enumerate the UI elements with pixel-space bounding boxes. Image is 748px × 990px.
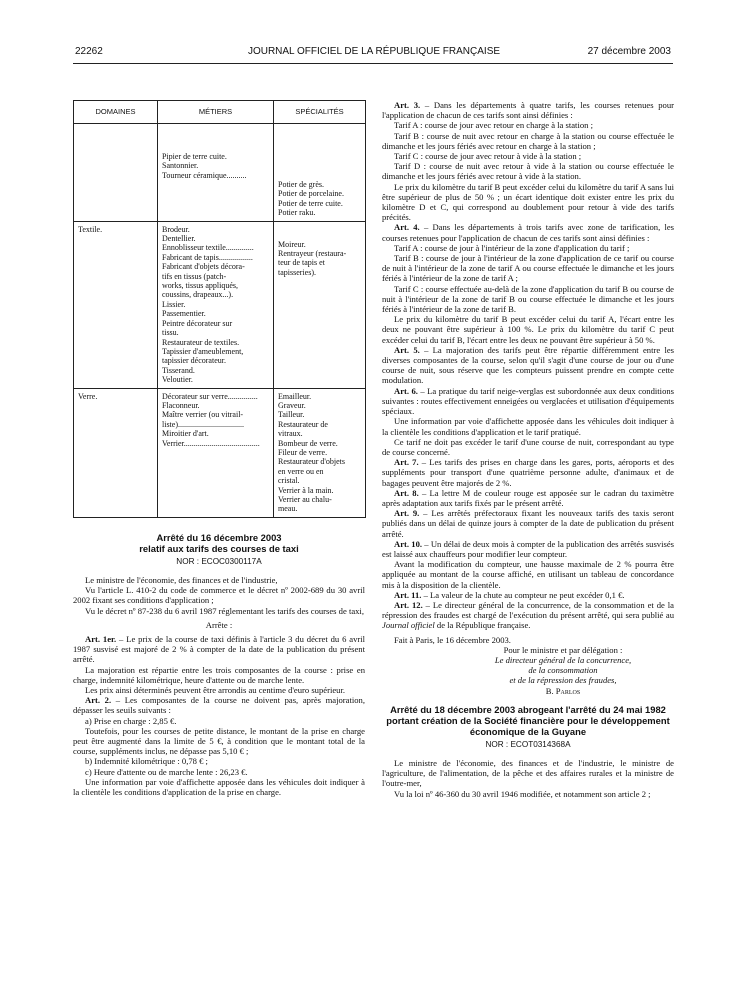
article-text: – La lettre M de couleur rouge est apposée sur le cadran du taximètre après adaptation aux tarifs fixés par le présent arrêté. xyxy=(382,487,674,508)
article-label: Art. 1er. xyxy=(85,634,117,645)
specialite-line: tapisseries). xyxy=(278,267,316,277)
metier-line: Fabricant de tapis................. xyxy=(162,252,253,262)
arrete2-title: Arrêté du 18 décembre 2003 abrogeant l'arrêté du 24 mai 1982 portant création de la Société financière pour le développement économique de la Guyane xyxy=(386,703,670,737)
metier-line: Restaurateur de textiles. xyxy=(162,337,240,347)
signature-line: Pour le ministre et par délégation : xyxy=(503,644,623,655)
specialite-line: Graveur. xyxy=(278,400,306,410)
paragraph: Les prix ainsi déterminés peuvent être arrondis au centime d'euro supérieur. xyxy=(85,685,345,696)
specialite-line: Potier de terre cuite. xyxy=(278,198,343,208)
article-text: – Un délai de deux mois à compter de la publication des arrêtés susvisés est laissé aux chauffeurs pour modifier leur compteur. xyxy=(382,538,674,559)
metier-line: Miroitier d'art. xyxy=(162,429,209,439)
tarif-item: Tarif D : course de nuit avec retour à vide à la station ou course effectuée le dimanche et les jours fériés avec retour à vide à la station. xyxy=(382,161,674,182)
signature-block xyxy=(452,645,674,696)
article-label: Art. 6. xyxy=(394,385,418,396)
metier-line: Lissier. xyxy=(162,299,186,309)
metier-line: Brodeur. xyxy=(162,224,190,234)
article-9 xyxy=(382,508,674,539)
article-label: Art. 2. xyxy=(85,695,112,706)
column-header-specialites: SPÉCIALITÉS xyxy=(274,101,366,124)
page-header xyxy=(0,46,748,62)
metier-line: Dentellier. xyxy=(162,234,196,244)
specialite-line: Verrier au chalu- xyxy=(278,495,332,504)
arrete1-title xyxy=(73,532,365,554)
article-label: Art. 11. xyxy=(394,589,422,600)
metier-line: Tourneur céramique.......... xyxy=(162,170,247,180)
domain-cell: Textile. xyxy=(74,221,158,388)
specialite-line: Verrier à la main. xyxy=(278,485,334,495)
journal-title: JOURNAL OFFICIEL DE LA RÉPUBLIQUE FRANÇAISE xyxy=(247,46,501,57)
specialite-line: Potier de porcelaine. xyxy=(278,189,344,199)
paragraph: La majoration est répartie entre les trois composantes de la course : prise en charge, indemnité kilométrique, heure d'attente ou de marche lente. xyxy=(73,664,365,685)
specialite-line: Fileur de verre. xyxy=(278,447,328,457)
paragraph: c) Heure d'attente ou de marche lente : 26,23 €. xyxy=(85,766,248,777)
article-label: Art. 3. xyxy=(394,100,421,110)
specialites-cell xyxy=(274,388,366,517)
table-row xyxy=(74,124,366,222)
paragraph: Toutefois, pour les courses de petite distance, le montant de la prise en charge peut être augmenté dans la limite de 5 €, à condition que le montant total de la course, suppléments inclus, ne dépasse pas 5,10 € ; xyxy=(73,725,365,757)
article-label: Art. 4. xyxy=(394,222,420,233)
article-10 xyxy=(382,539,674,559)
article-12 xyxy=(382,600,674,631)
metier-line: Veloutier. xyxy=(162,375,193,385)
article-label: Art. 9. xyxy=(394,508,420,519)
specialite-line: Emailleur. xyxy=(278,391,312,401)
metiers-cell xyxy=(158,124,274,222)
metier-line: Pipier de terre cuite. xyxy=(162,152,227,161)
article-text: – Dans les départements à quatre tarifs, les courses retenues pour l'application de chacun de ces tarifs sont ainsi définies : xyxy=(382,100,675,121)
metier-line: Tapissier d'ameublement, xyxy=(162,346,244,356)
article-text: – Les composantes de la course ne doivent pas, après majoration, dépasser les seuils suivants : xyxy=(73,695,365,716)
article-text: – La valeur de la chute au compteur ne peut excéder 0,1 €. xyxy=(421,589,625,600)
specialite-line: cristal. xyxy=(278,476,300,486)
metier-line: liste)................................. xyxy=(162,419,244,429)
metiers-cell xyxy=(158,221,274,388)
article-label: Art. 8. xyxy=(394,487,419,498)
article-2 xyxy=(73,695,365,715)
article-text: – Le prix de la course de taxi définis à l'article 3 du décret du 6 avril 1987 susvisé est majoré de 2 % à compter de la date de la publication du présent arrêté. xyxy=(73,634,365,665)
specialite-line: Potier raku. xyxy=(278,208,316,218)
specialite-line: Potier de grès. xyxy=(278,180,324,189)
article-text: – Dans les départements à trois tarifs avec zone de tarification, les courses retenues pour l'application de chacun de ces tarifs sont ainsi définies : xyxy=(382,222,675,243)
column-header-domaines: DOMAINES xyxy=(74,101,158,124)
article-label: Art. 7. xyxy=(394,457,419,468)
tarif-item: Tarif C : course effectuée au-delà de la zone d'application du tarif B ou course de nuit à l'intérieur de la zone de tarif B ou course effectuée le dimanche et les jours fériés à l'intérieur de la zone de tarif B. xyxy=(382,283,674,315)
metier-line: Décorateur sur verre............... xyxy=(162,391,258,401)
article-7 xyxy=(382,457,674,488)
domain-cell xyxy=(74,124,158,222)
issue-date: 27 décembre 2003 xyxy=(587,46,671,57)
metier-line: Tisserand. xyxy=(162,365,195,375)
paragraph: Une information par voie d'affichette apposée dans les véhicules doit indiquer à la clientèle les conditions d'application de la prise en charge. xyxy=(73,776,365,798)
article-label: Art. 10. xyxy=(394,538,423,549)
article-11 xyxy=(382,590,674,600)
metier-line: Verrier...................................... xyxy=(162,438,260,448)
paragraph: Une information par voie d'affichette apposée dans les véhicules doit indiquer à la clientèle les conditions d'application et le tarif pratiqué. xyxy=(382,416,674,437)
metier-line: Ennoblisseur textile.............. xyxy=(162,243,254,253)
specialite-line: meau. xyxy=(278,504,298,514)
arrete1-title-line2: relatif aux tarifs des courses de taxi xyxy=(139,542,299,554)
metier-line: Flaconneur. xyxy=(162,400,200,410)
article-text: – Les arrêtés préfectoraux fixant les nouveaux tarifs des taxis seront publiés dans un délai de quinze jours à compter de la date de publication du présent arrêté. xyxy=(382,508,674,539)
article-label: Art. 5. xyxy=(394,344,420,355)
specialite-line: Moireur. xyxy=(278,239,306,249)
article-text: – Les tarifs des prises en charge dans les gares, ports, aéroports et des suppléments pour transport d'une quatrième personne adulte, d'animaux et de bagages peuvent être majorés de 2 %. xyxy=(382,457,675,488)
tarif-item: Tarif A : course de jour avec retour en charge à la station ; xyxy=(394,120,593,131)
tarif-item: Tarif A : course de jour à l'intérieur de la zone d'application du tarif ; xyxy=(394,242,630,253)
fait-line: Fait à Paris, le 16 décembre 2003. xyxy=(394,634,511,645)
signature-line: et de la répression des fraudes, xyxy=(509,675,617,686)
article-6 xyxy=(382,386,674,417)
metiers-cell xyxy=(158,388,274,517)
paragraph: Avant la modification du compteur, une hausse maximale de 2 % pourra être appliquée au montant de la course affiché, en utilisant un tableau de concordance mis à la disposition de la clientèle. xyxy=(382,559,674,590)
arrete-word: Arrête : xyxy=(205,619,233,630)
metier-line: Passementier. xyxy=(162,309,206,319)
specialite-line: vitraux. xyxy=(278,429,303,439)
metier-line: tifs en tissus (patch- xyxy=(162,271,227,281)
article-4 xyxy=(382,222,674,242)
column-header-metiers: MÉTIERS xyxy=(158,101,274,124)
specialite-line: Restaurateur de xyxy=(278,419,328,429)
paragraph: Vu la loi nº 46-360 du 30 avril 1946 modifiée, et notamment son article 2 ; xyxy=(394,788,651,799)
specialite-line: Bombeur de verre. xyxy=(278,438,338,448)
specialites-cell xyxy=(274,124,366,222)
metier-line: tapissier décorateur. xyxy=(162,356,226,366)
paragraph: Le ministre de l'économie, des finances et de l'industrie, le ministre de l'agriculture, de l'alimentation, de la pêche et des affaires rurales et la ministre de l'outre-mer, xyxy=(382,757,674,789)
metier-line: Santonnier. xyxy=(162,161,199,171)
journal-name: Journal officiel xyxy=(382,620,435,631)
signature-line: Le directeur général de la concurrence, xyxy=(494,654,632,665)
signatory-name: B. Parlos xyxy=(545,685,581,696)
metier-line: tissu. xyxy=(162,328,179,338)
metier-line: Peintre décorateur sur xyxy=(162,318,233,328)
paragraph: Vu l'article L. 410-2 du code de commerce et le décret nº 2002-689 du 30 avril 2002 fixant ses conditions d'application ; xyxy=(73,585,365,606)
paragraph: Le prix du kilomètre du tarif B peut excéder celui du kilomètre du tarif A sans lui être supérieur de plus de 50 % ; un écart identique doit exister entre les prix du kilomètre D et C, qui correspond au doublement pour retour à vide des tarifs précités. xyxy=(382,181,674,223)
signature-line: de la consommation xyxy=(528,665,598,676)
table-row xyxy=(74,221,366,388)
left-column xyxy=(73,100,365,797)
article-label: Art. 12. xyxy=(394,599,423,610)
trades-table xyxy=(73,100,366,518)
paragraph: Vu le décret nº 87-238 du 6 avril 1987 réglementant les tarifs des courses de taxi, xyxy=(85,605,364,616)
paragraph: Le ministre de l'économie, des finances et de l'industrie, xyxy=(85,575,278,586)
metier-line: Fabricant d'objets décora- xyxy=(162,262,245,272)
tarif-item: Tarif C : course de jour avec retour à vide à la station ; xyxy=(394,151,582,162)
article-1 xyxy=(73,634,365,665)
specialites-cell xyxy=(274,221,366,388)
article-text: – Le directeur général de la concurrence, de la consommation et de la répression des fraudes est chargé de l'exécution du présent arrêté, qui sera publié au xyxy=(382,599,674,621)
article-text: de la République française. xyxy=(434,620,531,631)
paragraph: Le prix du kilomètre du tarif B peut excéder celui du tarif A, l'écart entre les deux ne pouvant être supérieur à 100 %. Le prix du kilomètre du tarif C peut excéder celui du tarif B, l'écart entre les deux ne pouvant être supérieur à 50 %. xyxy=(382,314,674,345)
metier-line: coussins, drapeaux...). xyxy=(162,290,234,300)
metier-line: works, tissus appliqués, xyxy=(162,281,238,291)
specialite-line: en verre ou en xyxy=(278,466,324,476)
paragraph: a) Prise en charge : 2,85 €. xyxy=(85,715,177,726)
table-row xyxy=(74,388,366,517)
article-3 xyxy=(382,100,674,120)
arrete1-nor: NOR : ECOC0300117A xyxy=(176,556,262,566)
header-rule xyxy=(73,63,673,64)
arrete2-nor: NOR : ECOT0314368A xyxy=(485,739,571,749)
right-column xyxy=(382,100,674,799)
article-8 xyxy=(382,488,674,508)
tarif-item: Tarif B : course de nuit avec retour en charge à la station ou course effectuée le dimanche et les jours fériés avec retour en charge à la station ; xyxy=(382,130,674,151)
tarif-item: Tarif B : course de jour à l'intérieur de la zone d'application de ce tarif ou course de nuit à l'intérieur de la zone de tarif A ou course effectuée le dimanche et les jours fériés à l'intérieur de la zone de tarif A ; xyxy=(382,253,674,284)
specialite-line: Rentrayeur (restaura- xyxy=(278,249,347,259)
specialite-line: Restaurateur d'objets xyxy=(278,457,345,467)
metier-line: Maître verrier (ou vitrail- xyxy=(162,410,244,420)
page-number: 22262 xyxy=(75,46,103,57)
article-text: – La majoration des tarifs peut être répartie différemment entre les diverses composantes de la course, selon qu'il s'agit d'une course de jour ou d'une course de nuit, sous réserve que les compteurs puissent prendre en compte cette modulation. xyxy=(382,344,674,386)
article-5 xyxy=(382,345,674,386)
domain-cell: Verre. xyxy=(74,388,158,517)
article-text: – La pratique du tarif neige-verglas est subordonnée aux deux conditions suivantes : routes effectivement enneigées ou verglacées et utilisation d'équipements spéciaux. xyxy=(382,385,675,417)
paragraph: Ce tarif ne doit pas excéder le tarif d'une course de nuit, correspondant au type de course concerné. xyxy=(382,436,674,457)
arrete1-title-line1: Arrêté du 16 décembre 2003 xyxy=(156,531,282,543)
specialite-line: teur de tapis et xyxy=(278,258,325,268)
specialite-line: Tailleur. xyxy=(278,410,305,420)
paragraph: b) Indemnité kilométrique : 0,78 € ; xyxy=(85,756,208,767)
